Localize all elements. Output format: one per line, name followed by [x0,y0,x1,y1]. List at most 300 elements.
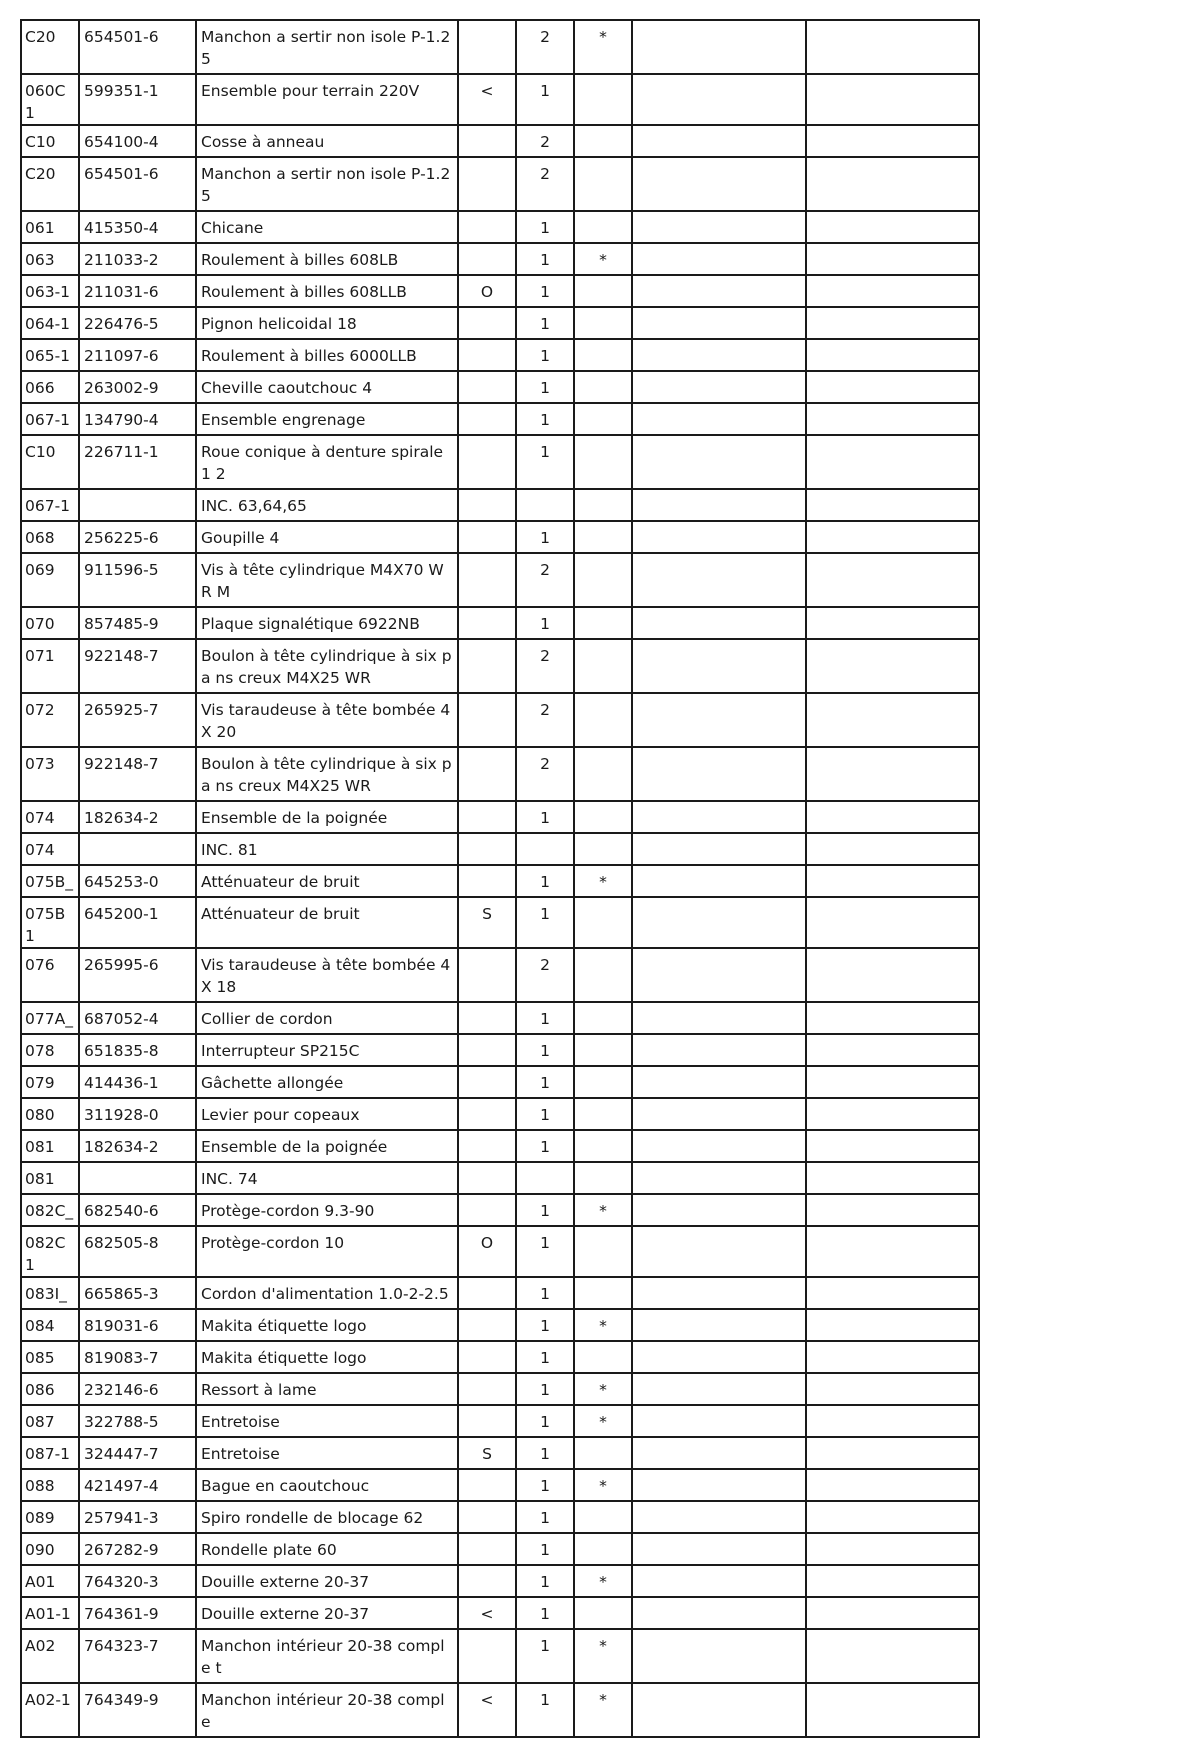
empty-cell [806,20,979,74]
mark-cell [574,1437,632,1469]
description-cell: INC. 63,64,65 [196,489,458,521]
item-number-cell: 077A_ [21,1002,79,1034]
part-reference-cell: 415350-4 [79,211,196,243]
table-row [21,489,979,521]
table-row [21,1629,979,1683]
description-cell: Manchon intérieur 20-38 comple t [196,1629,458,1683]
description-cell: Plaque signalétique 6922NB [196,607,458,639]
empty-cell [632,747,806,801]
empty-cell [806,1066,979,1098]
description-cell: Roulement à billes 608LB [196,243,458,275]
description-cell: Entretoise [196,1405,458,1437]
note-cell [458,1469,516,1501]
quantity-cell: 2 [516,553,574,607]
quantity-cell: 1 [516,1277,574,1309]
empty-cell [632,1098,806,1130]
empty-cell [632,1533,806,1565]
item-number-cell: 079 [21,1066,79,1098]
mark-cell [574,1597,632,1629]
mark-cell [574,157,632,211]
note-cell [458,1066,516,1098]
mark-cell [574,1066,632,1098]
table-row [21,1469,979,1501]
description-cell: Bague en caoutchouc [196,1469,458,1501]
empty-cell [632,1309,806,1341]
quantity-cell: 1 [516,1309,574,1341]
table-row [21,865,979,897]
description-cell: Douille externe 20-37 [196,1565,458,1597]
mark-cell: * [574,1194,632,1226]
description-cell: Manchon a sertir non isole P-1.2 5 [196,157,458,211]
empty-cell [632,1565,806,1597]
mark-cell [574,897,632,948]
mark-cell [574,639,632,693]
quantity-cell: 1 [516,74,574,125]
quantity-cell: 1 [516,275,574,307]
empty-cell [632,489,806,521]
empty-cell [806,1501,979,1533]
empty-cell [806,243,979,275]
empty-cell [806,435,979,489]
mark-cell [574,693,632,747]
mark-cell [574,307,632,339]
item-number-cell: 082C_ [21,1194,79,1226]
table-row [21,157,979,211]
note-cell [458,1162,516,1194]
mark-cell [574,1277,632,1309]
description-cell: Spiro rondelle de blocage 62 [196,1501,458,1533]
part-reference-cell: 922148-7 [79,747,196,801]
note-cell: < [458,74,516,125]
part-reference-cell [79,833,196,865]
mark-cell [574,948,632,1002]
table-row [21,403,979,435]
note-cell [458,435,516,489]
quantity-cell: 1 [516,1533,574,1565]
item-number-cell: C10 [21,125,79,157]
part-reference-cell: 682505-8 [79,1226,196,1277]
description-cell: Vis taraudeuse à tête bombée 4X 20 [196,693,458,747]
empty-cell [632,1373,806,1405]
item-number-cell: 063 [21,243,79,275]
table-row [21,1162,979,1194]
mark-cell [574,1226,632,1277]
part-reference-cell [79,1162,196,1194]
description-cell: INC. 74 [196,1162,458,1194]
item-number-cell: 089 [21,1501,79,1533]
part-reference-cell: 764323-7 [79,1629,196,1683]
item-number-cell: 065-1 [21,339,79,371]
empty-cell [632,607,806,639]
empty-cell [806,1533,979,1565]
quantity-cell: 1 [516,211,574,243]
quantity-cell: 1 [516,339,574,371]
description-cell: Vis taraudeuse à tête bombée 4X 18 [196,948,458,1002]
table-row [21,639,979,693]
parts-table [20,19,980,1738]
item-number-cell: C20 [21,157,79,211]
empty-cell [632,693,806,747]
mark-cell: * [574,1683,632,1737]
note-cell: O [458,1226,516,1277]
empty-cell [632,948,806,1002]
note-cell [458,865,516,897]
note-cell [458,403,516,435]
empty-cell [806,125,979,157]
quantity-cell: 2 [516,20,574,74]
mark-cell [574,1002,632,1034]
table-row [21,1098,979,1130]
quantity-cell: 1 [516,403,574,435]
part-reference-cell: 265925-7 [79,693,196,747]
table-row [21,693,979,747]
empty-cell [806,693,979,747]
item-number-cell: 081 [21,1130,79,1162]
note-cell [458,371,516,403]
table-row [21,339,979,371]
table-row [21,1226,979,1277]
quantity-cell: 1 [516,1469,574,1501]
item-number-cell: C20 [21,20,79,74]
part-reference-cell: 599351-1 [79,74,196,125]
description-cell: Pignon helicoidal 18 [196,307,458,339]
part-reference-cell: 267282-9 [79,1533,196,1565]
quantity-cell: 2 [516,693,574,747]
empty-cell [632,1469,806,1501]
mark-cell [574,1533,632,1565]
note-cell: S [458,1437,516,1469]
part-reference-cell: 226711-1 [79,435,196,489]
table-row [21,833,979,865]
quantity-cell: 1 [516,1629,574,1683]
empty-cell [632,1437,806,1469]
mark-cell [574,607,632,639]
item-number-cell: 087-1 [21,1437,79,1469]
description-cell: Protège-cordon 9.3-90 [196,1194,458,1226]
item-number-cell: 090 [21,1533,79,1565]
item-number-cell: 084 [21,1309,79,1341]
table-row [21,1034,979,1066]
empty-cell [632,553,806,607]
note-cell: < [458,1683,516,1737]
part-reference-cell: 211033-2 [79,243,196,275]
table-row [21,1405,979,1437]
empty-cell [632,307,806,339]
item-number-cell: 073 [21,747,79,801]
table-row [21,1683,979,1737]
note-cell [458,553,516,607]
quantity-cell: 2 [516,747,574,801]
quantity-cell: 1 [516,243,574,275]
parts-list-page [20,19,978,1731]
part-reference-cell: 311928-0 [79,1098,196,1130]
empty-cell [806,403,979,435]
description-cell: Ressort à lame [196,1373,458,1405]
empty-cell [632,1341,806,1373]
empty-cell [806,339,979,371]
table-row [21,1373,979,1405]
table-row [21,1130,979,1162]
description-cell: Roulement à billes 6000LLB [196,339,458,371]
note-cell [458,1309,516,1341]
item-number-cell: C10 [21,435,79,489]
mark-cell: * [574,1309,632,1341]
note-cell [458,1565,516,1597]
empty-cell [806,948,979,1002]
table-row [21,371,979,403]
empty-cell [632,371,806,403]
empty-cell [632,1066,806,1098]
part-reference-cell: 857485-9 [79,607,196,639]
table-row [21,553,979,607]
table-row [21,211,979,243]
empty-cell [806,1341,979,1373]
description-cell: INC. 81 [196,833,458,865]
note-cell [458,747,516,801]
table-row [21,20,979,74]
mark-cell [574,1501,632,1533]
note-cell [458,1533,516,1565]
description-cell: Douille externe 20-37 [196,1597,458,1629]
empty-cell [806,307,979,339]
item-number-cell: 076 [21,948,79,1002]
description-cell: Manchon intérieur 20-38 comple [196,1683,458,1737]
table-row [21,801,979,833]
note-cell [458,607,516,639]
empty-cell [632,1226,806,1277]
mark-cell [574,1034,632,1066]
quantity-cell: 1 [516,1226,574,1277]
description-cell: Entretoise [196,1437,458,1469]
empty-cell [806,1469,979,1501]
description-cell: Protège-cordon 10 [196,1226,458,1277]
description-cell: Makita étiquette logo [196,1309,458,1341]
part-reference-cell: 232146-6 [79,1373,196,1405]
empty-cell [632,1194,806,1226]
part-reference-cell: 324447-7 [79,1437,196,1469]
mark-cell [574,1162,632,1194]
note-cell [458,948,516,1002]
table-row [21,1194,979,1226]
item-number-cell: 085 [21,1341,79,1373]
quantity-cell: 1 [516,801,574,833]
quantity-cell: 2 [516,639,574,693]
note-cell [458,20,516,74]
note-cell [458,1405,516,1437]
empty-cell [806,489,979,521]
mark-cell: * [574,243,632,275]
quantity-cell: 1 [516,865,574,897]
part-reference-cell: 764320-3 [79,1565,196,1597]
mark-cell: * [574,1373,632,1405]
mark-cell [574,74,632,125]
item-number-cell: A02-1 [21,1683,79,1737]
note-cell [458,157,516,211]
part-reference-cell: 257941-3 [79,1501,196,1533]
mark-cell [574,747,632,801]
part-reference-cell: 134790-4 [79,403,196,435]
note-cell: S [458,897,516,948]
empty-cell [806,833,979,865]
table-row [21,897,979,948]
part-reference-cell: 182634-2 [79,1130,196,1162]
part-reference-cell: 651835-8 [79,1034,196,1066]
quantity-cell: 1 [516,1373,574,1405]
description-cell: Interrupteur SP215C [196,1034,458,1066]
empty-cell [632,833,806,865]
description-cell: Makita étiquette logo [196,1341,458,1373]
note-cell [458,693,516,747]
part-reference-cell: 682540-6 [79,1194,196,1226]
item-number-cell: 075B_ [21,865,79,897]
mark-cell: * [574,1469,632,1501]
part-reference-cell: 322788-5 [79,1405,196,1437]
description-cell: Atténuateur de bruit [196,897,458,948]
table-row [21,607,979,639]
empty-cell [806,639,979,693]
empty-cell [806,521,979,553]
empty-cell [806,1405,979,1437]
mark-cell [574,1098,632,1130]
empty-cell [632,865,806,897]
part-reference-cell: 654501-6 [79,20,196,74]
description-cell: Atténuateur de bruit [196,865,458,897]
item-number-cell: 064-1 [21,307,79,339]
quantity-cell: 1 [516,607,574,639]
note-cell [458,489,516,521]
empty-cell [806,275,979,307]
note-cell [458,1194,516,1226]
empty-cell [632,211,806,243]
empty-cell [806,1098,979,1130]
table-row [21,521,979,553]
empty-cell [806,1226,979,1277]
part-reference-cell: 764361-9 [79,1597,196,1629]
mark-cell [574,801,632,833]
item-number-cell: 060C1 [21,74,79,125]
table-row [21,1309,979,1341]
empty-cell [632,1034,806,1066]
quantity-cell: 2 [516,948,574,1002]
mark-cell [574,371,632,403]
empty-cell [632,74,806,125]
mark-cell [574,403,632,435]
empty-cell [806,1194,979,1226]
item-number-cell: 074 [21,833,79,865]
quantity-cell: 1 [516,897,574,948]
quantity-cell [516,833,574,865]
item-number-cell: 067-1 [21,403,79,435]
item-number-cell: 061 [21,211,79,243]
item-number-cell: 086 [21,1373,79,1405]
part-reference-cell: 764349-9 [79,1683,196,1737]
quantity-cell [516,1162,574,1194]
table-row [21,747,979,801]
part-reference-cell [79,489,196,521]
part-reference-cell: 654100-4 [79,125,196,157]
item-number-cell: 088 [21,1469,79,1501]
note-cell [458,307,516,339]
part-reference-cell: 211031-6 [79,275,196,307]
part-reference-cell: 911596-5 [79,553,196,607]
part-reference-cell: 265995-6 [79,948,196,1002]
note-cell [458,639,516,693]
description-cell: Chicane [196,211,458,243]
part-reference-cell: 819083-7 [79,1341,196,1373]
description-cell: Rondelle plate 60 [196,1533,458,1565]
table-row [21,243,979,275]
part-reference-cell: 256225-6 [79,521,196,553]
empty-cell [632,639,806,693]
empty-cell [806,371,979,403]
item-number-cell: 087 [21,1405,79,1437]
empty-cell [806,553,979,607]
mark-cell [574,521,632,553]
empty-cell [806,1437,979,1469]
part-reference-cell: 665865-3 [79,1277,196,1309]
note-cell [458,521,516,553]
part-reference-cell: 182634-2 [79,801,196,833]
item-number-cell: 083I_ [21,1277,79,1309]
item-number-cell: 071 [21,639,79,693]
mark-cell [574,833,632,865]
description-cell: Ensemble pour terrain 220V [196,74,458,125]
table-row [21,307,979,339]
empty-cell [632,125,806,157]
empty-cell [806,1002,979,1034]
quantity-cell: 1 [516,1130,574,1162]
quantity-cell: 1 [516,435,574,489]
mark-cell [574,125,632,157]
empty-cell [806,801,979,833]
note-cell [458,1034,516,1066]
note-cell [458,1130,516,1162]
mark-cell [574,1341,632,1373]
table-row [21,275,979,307]
description-cell: Manchon a sertir non isole P-1.2 5 [196,20,458,74]
item-number-cell: 074 [21,801,79,833]
table-row [21,1501,979,1533]
mark-cell [574,339,632,371]
description-cell: Gâchette allongée [196,1066,458,1098]
item-number-cell: A02 [21,1629,79,1683]
description-cell: Goupille 4 [196,521,458,553]
table-row [21,125,979,157]
quantity-cell: 1 [516,1341,574,1373]
note-cell [458,1501,516,1533]
empty-cell [632,20,806,74]
mark-cell [574,489,632,521]
description-cell: Collier de cordon [196,1002,458,1034]
empty-cell [806,1162,979,1194]
empty-cell [806,897,979,948]
empty-cell [632,1277,806,1309]
mark-cell: * [574,1405,632,1437]
quantity-cell: 1 [516,1565,574,1597]
part-reference-cell: 263002-9 [79,371,196,403]
quantity-cell: 2 [516,125,574,157]
table-row [21,1066,979,1098]
empty-cell [806,1034,979,1066]
description-cell: Ensemble engrenage [196,403,458,435]
quantity-cell: 1 [516,1501,574,1533]
description-cell: Boulon à tête cylindrique à six pa ns creux M4X25 WR [196,639,458,693]
item-number-cell: 067-1 [21,489,79,521]
empty-cell [806,74,979,125]
quantity-cell: 1 [516,1002,574,1034]
empty-cell [632,243,806,275]
empty-cell [806,1309,979,1341]
